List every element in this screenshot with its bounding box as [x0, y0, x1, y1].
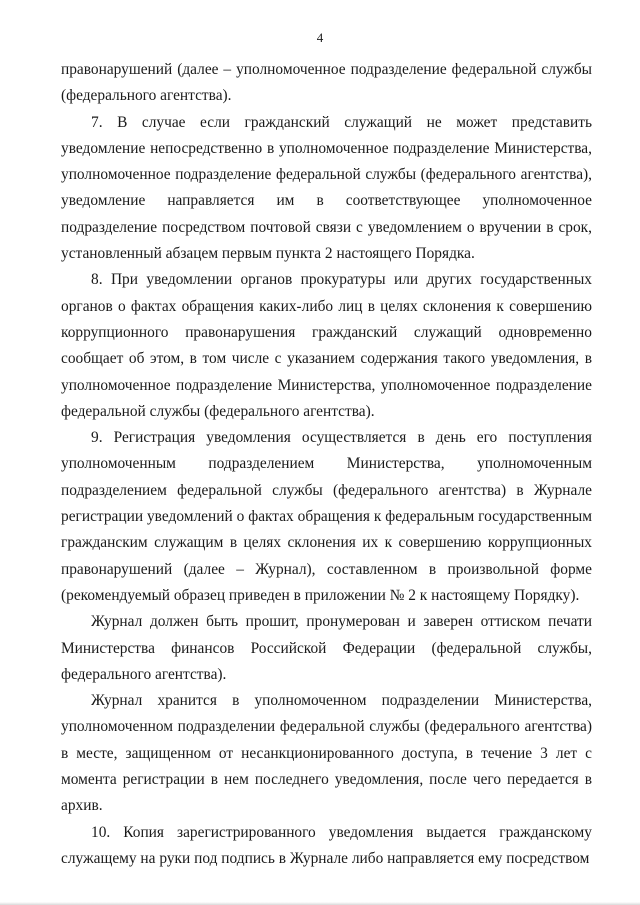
document-body: [61, 57, 592, 872]
page-number: 4: [316, 30, 324, 45]
paragraph-item-10: 10. Копия зарегистрированного уведомления выдается гражданскому служащему на руки под подпись в Журнале либо направляется ему посредством: [61, 823, 592, 867]
paragraph-journal-storage: Журнал хранится в уполномоченном подразделении Министерства, уполномоченном подразделении федеральной службы (федерального агентства) в месте, защищенном от несанкционированного доступа, в течение 3 лет с момента регистрации в нем последнего уведомления, после чего передается в архив.: [61, 692, 592, 815]
paragraph-item-9: 9. Регистрация уведомления осуществляется в день его поступления уполномоченным подразделением Министерства, уполномоченным подразделением федеральной службы (федерального агентства) в Журнале регистрации уведомлений о фактах обращения к федеральным государственным гражданским служащим в целях склонения их к совершению коррупционных правонарушений (далее – Журнал), составленном в произвольной форме (рекомендуемый образец приведен в приложении № 2 к настоящему Порядку).: [61, 429, 592, 604]
paragraph-item-8: 8. При уведомлении органов прокуратуры или других государственных органов о фактах обращения каких-либо лиц в целях склонения к совершению коррупционного правонарушения гражданский служащий одновременно сообщает об этом, в том числе с указанием содержания такого уведомления, в уполномоченное подразделение Министерства, уполномоченное подразделение федеральной службы (федерального агентства).: [61, 271, 592, 420]
paragraph-item-7: 7. В случае если гражданский служащий не может представить уведомление непосредственно в уполномоченное подразделение Министерства, уполномоченное подразделение федеральной службы (федерального агентства), уведомление направляется им в соответствующее уполномоченное подразделение посредством почтовой связи с уведомлением о вручении в срок, установленный абзацем первым пункта 2 настоящего Порядка.: [61, 113, 592, 263]
paragraph-continuation: правонарушений (далее – уполномоченное подразделение федеральной службы (федерального агентства).: [61, 61, 592, 105]
paragraph-journal-binding: Журнал должен быть прошит, пронумерован и заверен оттиском печати Министерства финансов Российской Федерации (федеральной службы, федерального агентства).: [61, 613, 592, 683]
